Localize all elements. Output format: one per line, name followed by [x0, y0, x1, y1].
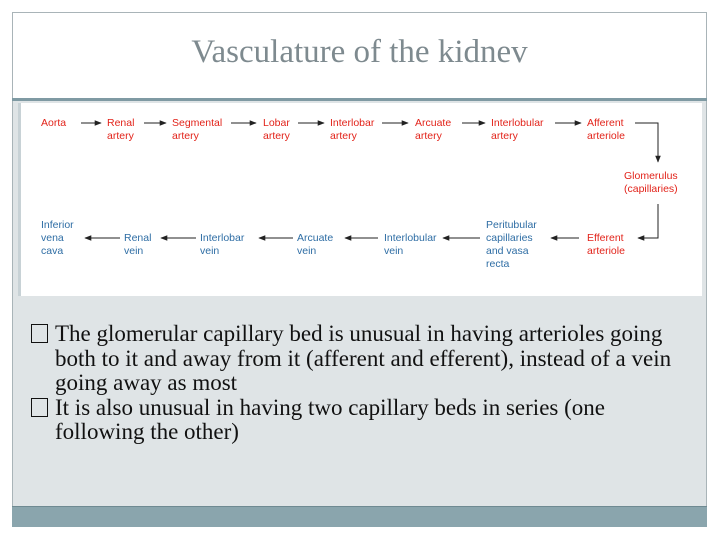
bullet-square-icon — [31, 398, 48, 417]
node-inferior-vena-cava: Inferior vena cava — [41, 219, 74, 257]
node-interlobar-vein: Interlobar vein — [200, 232, 245, 257]
node-afferent-arteriole: Afferent arteriole — [587, 117, 625, 142]
node-renal-vein: Renal vein — [124, 232, 152, 257]
node-aorta: Aorta — [41, 117, 67, 129]
node-arcuate-artery: Arcuate artery — [415, 117, 452, 142]
node-lobar-artery: Lobar artery — [263, 117, 290, 142]
bullet-item — [31, 322, 696, 396]
node-renal-artery: Renal artery — [107, 117, 135, 142]
bullet-text: The glomerular capillary bed is unusual in having arterioles going both to it and away from it (afferent and efferent), instead of a vein going away as most — [55, 321, 672, 395]
node-peritubular-capillaries: Peritubular capillaries and vasa recta — [486, 219, 537, 270]
bullet-list — [31, 322, 696, 445]
bullet-square-icon — [31, 324, 48, 343]
node-arcuate-vein: Arcuate vein — [297, 232, 334, 257]
slide-title: Vasculature of the kidnev — [191, 34, 528, 70]
arrow-afferent-glomerulus — [635, 123, 658, 162]
arrow-glomerulus-efferent — [638, 204, 658, 238]
node-glomerulus: Glomerulus (capillaries) — [624, 170, 678, 195]
node-interlobular-vein: Interlobular vein — [384, 232, 437, 257]
bullet-item — [31, 396, 696, 445]
footer-bar — [12, 506, 707, 527]
node-interlobar-artery: Interlobar artery — [330, 117, 375, 142]
bullet-text: It is also unusual in having two capillary beds in series (one following the other) — [55, 394, 605, 444]
title-divider — [12, 98, 707, 101]
node-segmental-artery: Segmental artery — [172, 117, 223, 142]
node-efferent-arteriole: Efferent arteriole — [587, 232, 625, 257]
node-interlobular-artery: Interlobular artery — [491, 117, 544, 142]
vasculature-diagram — [18, 103, 702, 296]
